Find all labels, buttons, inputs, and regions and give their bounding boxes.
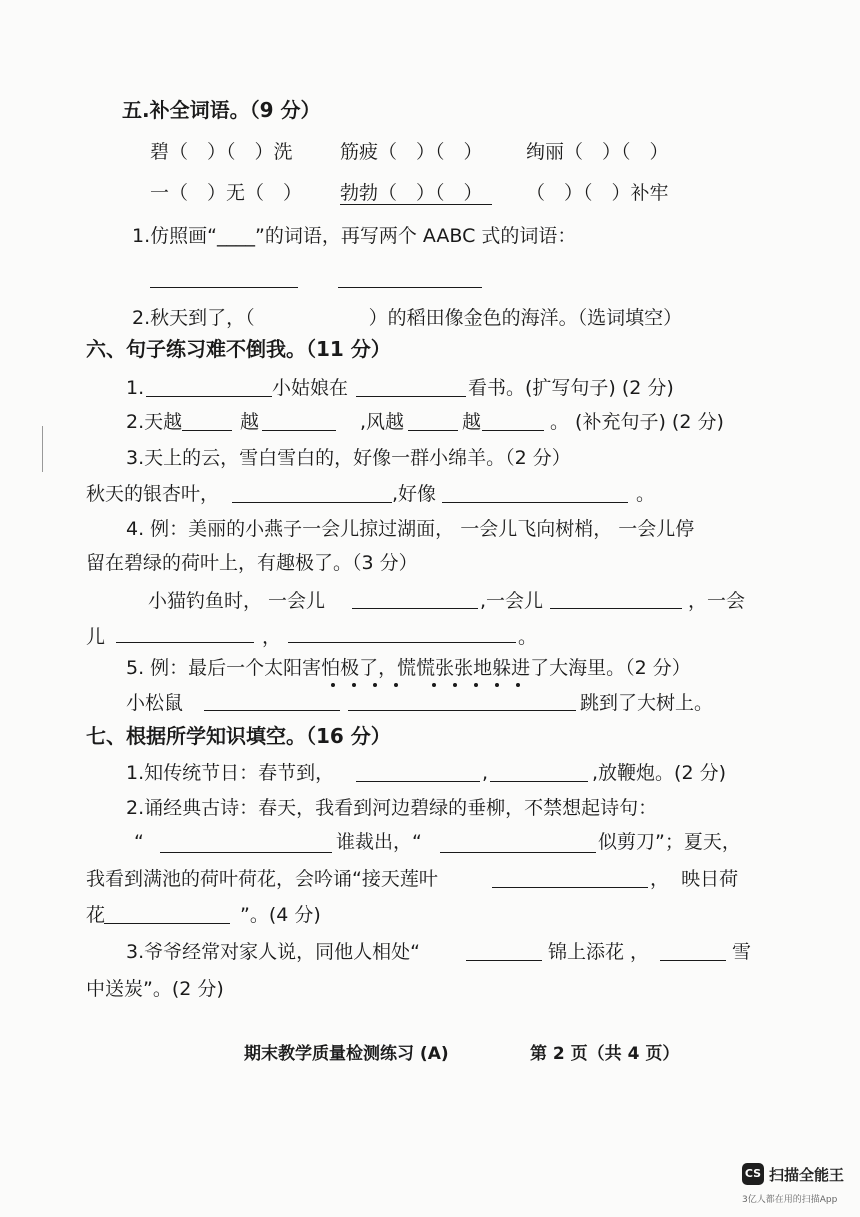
answer-blank[interactable] <box>160 852 332 853</box>
s7-q2-g: ”。(4 分) <box>234 904 321 926</box>
emphasis-dot <box>352 683 356 687</box>
s6-q2-e: 。 (补充句子) (2 分) <box>550 411 724 433</box>
word-fill-1: 碧（ ）（ ）洗 <box>150 141 293 163</box>
underline-mark <box>340 204 492 205</box>
word-fill-2: 筋疲（ ）（ ） <box>340 141 483 163</box>
s6-q3-a: 秋天的银杏叶， <box>86 483 220 505</box>
s7-q2-c: 似剪刀”；夏天， <box>598 831 741 853</box>
answer-blank[interactable] <box>182 430 232 431</box>
answer-blank[interactable] <box>150 287 298 288</box>
answer-blank[interactable] <box>104 923 230 924</box>
emphasis-dot <box>373 683 377 687</box>
answer-blank[interactable] <box>348 710 576 711</box>
s6-q1-text: 小姑娘在 <box>272 377 349 399</box>
s6-q2-c: ,风越 <box>360 411 405 433</box>
s6-q1-suffix: 看书。(扩写句子) (2 分) <box>468 377 674 399</box>
s7-q1-c: ,放鞭炮。(2 分) <box>592 762 726 784</box>
answer-blank[interactable] <box>262 430 336 431</box>
s7-q3-a: 3.爷爷经常对家人说，同他人相处“ <box>126 941 420 963</box>
section5-question-2: 2.秋天到了，（ ）的稻田像金色的海洋。（选词填空） <box>132 307 683 329</box>
s6-q4-line2: 留在碧绿的荷叶上，有趣极了。（3 分） <box>86 552 418 574</box>
s6-q4-a: 小猫钓鱼时， 一会儿 <box>148 590 326 612</box>
s6-q1-prefix: 1. <box>126 377 145 399</box>
s6-q3-c: 。 <box>636 483 656 505</box>
watermark-name: 扫描全能王 <box>769 1166 845 1184</box>
emphasis-dot <box>331 683 335 687</box>
s6-q4-c: ，一会 <box>688 590 746 612</box>
s6-q3-b: ,好像 <box>392 483 437 505</box>
s7-q2-line1: 2.诵经典古诗：春天，我看到河边碧绿的垂柳，不禁想起诗句： <box>126 797 658 819</box>
answer-blank[interactable] <box>466 960 542 961</box>
answer-blank[interactable] <box>440 852 596 853</box>
s6-q5-line1: 5. 例：最后一个太阳害怕极了，慌慌张张地躲进了大海里。（2 分） <box>126 657 691 679</box>
s6-q2-a: 2.天越 <box>126 411 183 433</box>
word-fill-3: 绚丽（ ）（ ） <box>526 141 669 163</box>
s6-q4-e: ， <box>262 626 282 648</box>
answer-blank[interactable] <box>442 502 628 503</box>
answer-blank[interactable] <box>338 287 482 288</box>
s6-q2-d: 越 <box>462 411 482 433</box>
emphasis-dot <box>516 683 520 687</box>
word-fill-6: （ ）（ ）补牢 <box>526 182 669 204</box>
answer-blank[interactable] <box>116 642 254 643</box>
s6-q5-a: 小松鼠 <box>126 692 184 714</box>
s7-q2-a: “ <box>134 831 144 853</box>
s6-q4-d: 儿 <box>86 626 106 648</box>
margin-mark <box>42 426 43 472</box>
emphasis-dot <box>474 683 478 687</box>
s6-q2-b: 越 <box>240 411 260 433</box>
s7-q3-b: 锦上添花 ， <box>548 941 650 963</box>
answer-blank[interactable] <box>352 608 478 609</box>
s6-q4-b: ,一会儿 <box>480 590 544 612</box>
footer-title: 期末教学质量检测练习 (A) <box>244 1044 449 1064</box>
emphasis-dot <box>432 683 436 687</box>
watermark-tagline: 3亿人都在用的扫描App <box>742 1195 838 1205</box>
answer-blank[interactable] <box>356 781 480 782</box>
emphasis-dot <box>453 683 457 687</box>
s7-q3-c: 雪 <box>732 941 752 963</box>
s7-q2-d: 我看到满池的荷叶荷花，会吟诵“接天莲叶 <box>86 868 438 890</box>
answer-blank[interactable] <box>146 396 272 397</box>
emphasis-dot <box>394 683 398 687</box>
answer-blank[interactable] <box>408 430 458 431</box>
word-fill-5: 勃勃（ ）（ ） <box>340 182 483 204</box>
answer-blank[interactable] <box>492 887 648 888</box>
s6-q3-line1: 3.天上的云，雪白雪白的，好像一群小绵羊。（2 分） <box>126 447 571 469</box>
section6-heading: 六、句子练习难不倒我。（11 分） <box>86 337 391 361</box>
s7-q2-e: ， 映日荷 <box>650 868 739 890</box>
emphasis-dot <box>495 683 499 687</box>
s7-q3-d: 中送炭”。(2 分) <box>86 978 224 1000</box>
s6-q4-f: 。 <box>518 626 538 648</box>
footer-page-number: 第 2 页（共 4 页） <box>530 1044 680 1064</box>
word-fill-4: 一（ ）无（ ） <box>150 182 303 204</box>
answer-blank[interactable] <box>490 781 588 782</box>
s6-q5-b: 跳到了大树上。 <box>580 692 714 714</box>
answer-blank[interactable] <box>204 710 340 711</box>
section5-question-1: 1.仿照画“____”的词语，再写两个 AABC 式的词语： <box>132 225 577 247</box>
camscanner-logo-icon: CS <box>742 1163 764 1185</box>
answer-blank[interactable] <box>482 430 544 431</box>
s6-q4-line1: 4. 例：美丽的小燕子一会儿掠过湖面， 一会儿飞向树梢， 一会儿停 <box>126 518 695 540</box>
answer-blank[interactable] <box>356 396 466 397</box>
s7-q2-b: 谁裁出，“ <box>336 831 422 853</box>
s7-q1-b: , <box>482 762 489 784</box>
answer-blank[interactable] <box>232 502 392 503</box>
answer-blank[interactable] <box>288 642 516 643</box>
answer-blank[interactable] <box>550 608 682 609</box>
section5-heading: 五.补全词语。（9 分） <box>122 98 321 122</box>
answer-blank[interactable] <box>660 960 726 961</box>
s7-q1-a: 1.知传统节日：春节到， <box>126 762 335 784</box>
section7-heading: 七、根据所学知识填空。（16 分） <box>86 724 391 748</box>
s7-q2-f: 花 <box>86 904 106 926</box>
